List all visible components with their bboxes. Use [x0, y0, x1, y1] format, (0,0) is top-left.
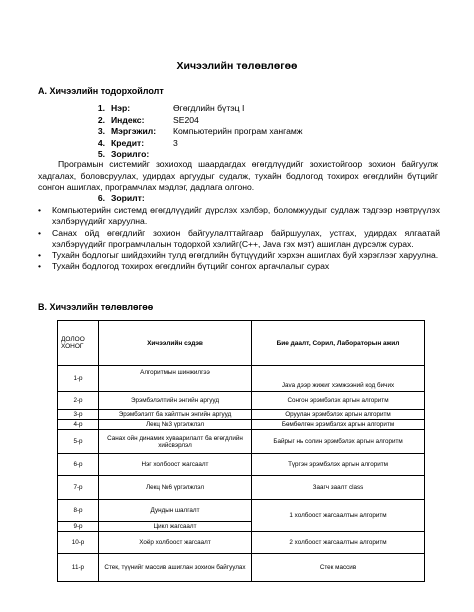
document-title: Хичээлийн төлөвлөгөө	[176, 60, 298, 72]
topic-cell: Алгоритмын шинжилгээ	[99, 366, 252, 392]
week-cell: 9-р	[58, 522, 99, 532]
course-info-list	[86, 103, 303, 161]
week-cell: 8-р	[58, 500, 99, 522]
section-b-heading: В. Хичээлийн төлөвлөгөө	[38, 302, 154, 312]
info-row	[86, 103, 303, 115]
info-value: Компьютерийн програм хангамж	[173, 126, 303, 136]
info-value: 3	[173, 137, 178, 148]
work-cell: Бөмбөлгөн эрэмбэлэх аргын алгоритм	[252, 420, 425, 430]
header-work: Бие даалт, Сорил, Лабораторын ажил	[252, 321, 425, 366]
week-cell: 1-р	[58, 366, 99, 392]
bullet-icon: •	[38, 250, 42, 261]
topic-cell: Эрэмбэлэлтийн энгийн аргууд	[99, 392, 252, 410]
info-number: 2.	[97, 114, 105, 125]
objective-text: Тухайн бодлогод тохирох өгөгдлийн бүтцийг сонгох аргачлалыг сурах	[52, 261, 330, 272]
objective-text: Тухайн бодлогыг шийдэхийн тулд өгөгдлийн бүтцүүдийг хэрхэн ашиглах буй хэрэглээг харуулна.	[52, 250, 439, 261]
week-cell: 5-р	[58, 430, 99, 454]
table-row	[58, 476, 425, 500]
bullet-icon: •	[38, 205, 42, 215]
header-week: ДОЛОО ХОНОГ	[58, 321, 99, 366]
info-row	[86, 126, 303, 138]
table-row	[58, 410, 425, 420]
work-cell: 1 холбоост жагсаалтын алгоритм	[252, 500, 425, 532]
objectives-heading	[86, 193, 145, 205]
info-label: Кредит:	[111, 137, 145, 148]
table-row	[58, 532, 425, 554]
info-label: Нэр:	[111, 103, 131, 113]
list-item	[38, 228, 440, 251]
topic-cell: Лекц №3 үргэлжлэл	[99, 420, 252, 430]
table-row	[58, 420, 425, 430]
header-topic: Хичээлийн сэдэв	[99, 321, 252, 366]
week-cell: 2-р	[58, 392, 99, 410]
week-cell: 6-р	[58, 454, 99, 476]
bullet-icon: •	[38, 227, 42, 238]
table-row	[58, 366, 425, 392]
topic-cell: Нэг холбоост жагсаалт	[99, 454, 252, 476]
table-row	[58, 392, 425, 410]
table-row	[58, 454, 425, 476]
info-value: SE204	[173, 114, 199, 125]
week-cell: 3-р	[58, 410, 99, 420]
week-cell: 4-р	[58, 420, 99, 430]
info-number: 1.	[97, 103, 105, 113]
info-row	[86, 115, 303, 127]
work-cell: Оруулан эрэмбэлэх аргын алгоритм	[252, 410, 425, 420]
info-number: 4.	[97, 137, 105, 148]
info-number: 5.	[97, 149, 105, 159]
topic-cell: Эрэмбэлэлт ба хайлтын энгийн аргууд	[99, 410, 252, 420]
info-value: Өгөгдлийн бүтэц I	[173, 103, 245, 113]
list-item	[38, 250, 440, 261]
objective-text: Компьютерийн системд өгөгдлүүдийг дүрслэх хэлбэр, боломжуудыг судлаж тэдгээр нэвтрүүлэх хэлбэрүүдийг харуулна.	[52, 205, 440, 227]
topic-cell: Цикл жагсаалт	[99, 522, 252, 532]
goal-paragraph: Програмын системийг зохиоход шаардагдах өгөгдлүүдийг зохистойгоор зохион байгуулж хадгалах, боловсруулах, удирдах аргуудыг судалж, тухайн бодлогод тохирох өгөгдлийн бүтцийг сонгон ашиглах, програмчлах мэдлэг, дадлага олгоно.	[38, 159, 438, 192]
info-label: Индекс:	[111, 114, 145, 125]
work-cell: Заагч заалт class	[252, 476, 425, 500]
info-row	[86, 138, 303, 150]
work-cell: Java дээр жижиг хэмжээний код бичих	[252, 366, 425, 392]
work-cell: Байрыг нь солин эрэмбэлэх аргын алгоритм	[252, 430, 425, 454]
course-plan-table	[57, 320, 425, 582]
work-cell: Стек массив	[252, 554, 425, 582]
info-number: 3.	[97, 126, 105, 136]
topic-cell: Лекц №6 үргэлжлэл	[99, 476, 252, 500]
work-cell: Сонгон эрэмбэлэх аргын алгоритм	[252, 392, 425, 410]
week-cell: 10-р	[58, 532, 99, 554]
topic-cell: Дундын шалгалт	[99, 500, 252, 522]
objective-text: Санах ойд өгөгдлийг зохион байгуулалттайгаар байршуулах, устгах, удирдах ялгаатай хэлбэрүүдийг програмчлалын тодорхой хэлийг(C++, Java гэх мэт) ашиглан дүрсэлж сурах.	[52, 227, 440, 249]
table-row	[58, 554, 425, 582]
section-a-heading: А. Хичээлийн тодорхойлолт	[38, 86, 164, 96]
list-item	[38, 261, 440, 272]
objectives-list	[38, 205, 440, 273]
table-row	[58, 430, 425, 454]
work-cell: 2 холбоост жагсаалтын алгоритм	[252, 532, 425, 554]
objectives-number: 6.	[97, 193, 105, 203]
topic-cell: Хоёр холбоост жагсаалт	[99, 532, 252, 554]
info-label: Зорилго:	[111, 149, 150, 159]
objectives-label: Зорилт:	[111, 193, 145, 203]
bullet-icon: •	[38, 261, 42, 272]
week-cell: 7-р	[58, 476, 99, 500]
table-row	[58, 500, 425, 522]
topic-cell: Стек, түүнийг массив ашиглан зохион байгуулах	[99, 554, 252, 582]
list-item	[38, 205, 440, 228]
info-label: Мэргэжил:	[111, 126, 157, 136]
table-header-row	[58, 321, 425, 366]
week-cell: 11-р	[58, 554, 99, 582]
topic-cell: Санах ойн динамик хуваарилалт ба өгөгдлийн хийсвэрлэл	[99, 430, 252, 454]
work-cell: Түргэн эрэмбэлэх аргын алгоритм	[252, 454, 425, 476]
